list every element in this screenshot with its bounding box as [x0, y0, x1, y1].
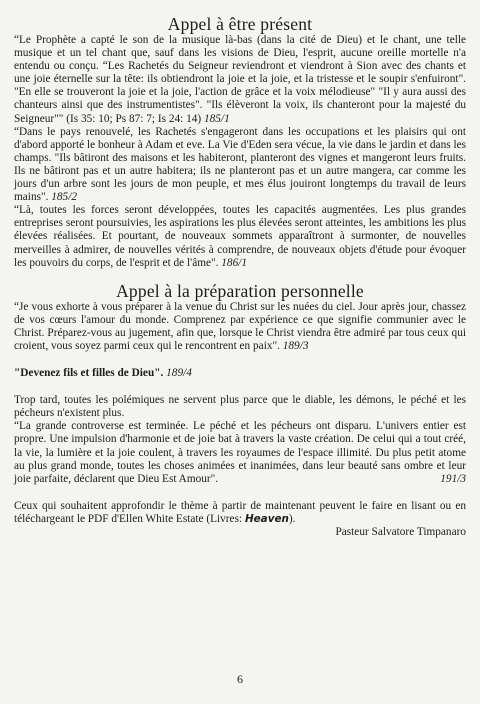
reference-186-1: 186/1 [221, 256, 248, 269]
heading-sons-daughters [14, 367, 466, 380]
paragraph-text: “Dans le pays renouvelé, les Rachetés s'engageront dans les occupations et les plaisirs qui ont d'abord apporté le bonheur à Adam et eve. La Vie d'Eden sera vécue, la vie dans le jardin et dans les champs. "Ils bâtiront des maisons et les habiteront, planteront des vignes et mangeront leurs fruits. Ils ne bâtiront pas et un autre habitera; ils ne planteront pas et un autre mangera, car comme les jours d'un arbre sont les jours de mon peuple, et mes élus jouiront longtemps du travail de leurs mains". [14, 125, 466, 204]
closing-text-before: Ceux qui souhaitent approfondir le thème à partir de maintenant peuvent le faire en lisant ou en téléchargeant le PDF d'Ellen White Estate (Livres: [14, 499, 466, 525]
reference-185-2: 185/2 [51, 191, 77, 204]
reference-189-4: 189/4 [166, 367, 192, 380]
page-number: 6 [237, 672, 243, 686]
paragraph-controversy-ended [14, 420, 466, 485]
reference-189-3: 189/3 [282, 339, 309, 352]
paragraph-renewed-land [14, 126, 466, 205]
book-title-heaven: Heaven [244, 512, 289, 525]
paragraph-closing-note [14, 500, 466, 526]
reference-191-3: 191/3 [440, 472, 466, 485]
bold-heading-text: "Devenez fils et filles de Dieu". [14, 367, 164, 380]
section-title-preparation: Appel à la préparation personnelle [116, 280, 364, 301]
author-signature: Pasteur Salvatore Timpanaro [335, 526, 466, 538]
paragraph-forces-developed [14, 204, 466, 269]
reference-185-1: 185/1 [203, 112, 230, 125]
paragraph-text: “La grande controverse est terminée. Le péché et les pécheurs ont disparu. L'univers entier est propre. Une impulsion d'harmonie et de joie bat à travers la vaste création. De celui qui a tout créé, la vie, la lumière et la joie coulent, à travers les royaumes de l'espace illimité. Du plus petit atome au plus grand monde, toutes les choses animées et inanimées, dans leur beauté sans ombre et leur joie parfaite, déclarent que Dieu Est Amour". [14, 420, 466, 485]
paragraph-text: “Là, toutes les forces seront développées, toutes les capacités augmentées. Les plus grandes entreprises seront poursuivies, les aspirations les plus élevées seront atteintes, les ambitions les plus élevées réalisées. Et pourtant, de nouveaux sommets apparaîtront à surmonter, de nouvelles merveilles à admirer, de nouvelles vérités à comprendre, de nouveaux objets d'étude pour évoquer les pouvoirs du corps, de l'esprit et de l'âme". [14, 204, 466, 269]
paragraph-prophet-music [14, 34, 466, 126]
paragraph-too-late: Trop tard, toutes les polémiques ne servent plus parce que le diable, les démons, le péché et les pécheurs n'existent plus. [14, 394, 466, 420]
section-title-present: Appel à être présent [167, 14, 313, 34]
paragraph-text: “Je vous exhorte à vous préparer à la venue du Christ sur les nuées du ciel. Jour après jour, chassez de vos cœurs l'amour du monde. Comprenez par expérience ce que signifie communier avec le Christ. Préparez-vous au jugement, afin que, lorsque le Christ viendra être admiré par tous ceux qui croient, vous soyez parmi ceux qui le rencontrent en paix". [14, 300, 466, 352]
paragraph-exhortation [14, 301, 466, 353]
paragraph-text: “Le Prophète a capté le son de la musique là-bas (dans la cité de Dieu) et le chant, une telle musique et un tel chant que, sauf dans les visions de Dieu, l'esprit, aucune oreille mortelle n'a entendu ou conçu. “Les Rachetés du Seigneur reviendront et viendront à Sion avec des chants et une joie éternelle sur la tête: ils obtiendront la joie et la joie, et la tristesse et le soupir s'enfuiront". "En elle se trouveront la joie et la joie, l'action de grâce et la voix mélodieuse" "Il y aura aussi des chanteurs ainsi que des instrumentistes". "Ils élèveront la voix, ils chanteront pour la majesté du Seigneur"" (Is 35: 10; Ps 87: 7; Is 24: 14) [14, 34, 466, 125]
closing-text-after: ). [288, 512, 296, 525]
